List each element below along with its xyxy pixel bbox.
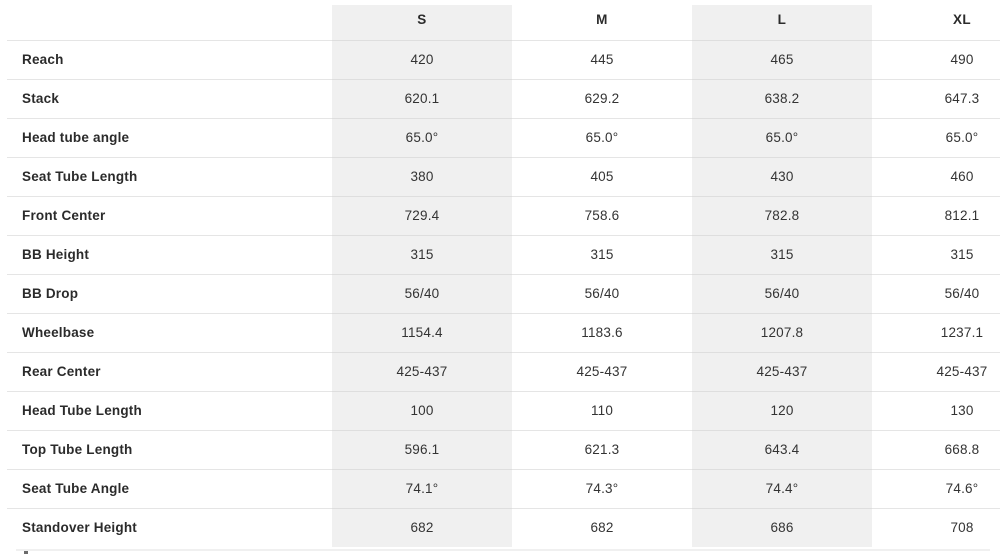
value-cell: 460 [872,157,1000,196]
value-cell: 620.1 [332,79,512,118]
value-cell: 130 [872,391,1000,430]
row-label: Stack [7,79,332,118]
value-cell: 782.8 [692,196,872,235]
row-label: Head Tube Length [7,391,332,430]
value-cell: 668.8 [872,430,1000,469]
row-label: BB Height [7,235,332,274]
value-cell: 682 [332,508,512,547]
value-cell: 380 [332,157,512,196]
value-cell: 729.4 [332,196,512,235]
value-cell: 621.3 [512,430,692,469]
table-row [7,352,1000,391]
value-cell: 420 [332,40,512,79]
column-header-l: L [692,0,872,40]
value-cell: 100 [332,391,512,430]
value-cell: 686 [692,508,872,547]
row-label: Rear Center [7,352,332,391]
table-body [7,40,1000,547]
value-cell: 1183.6 [512,313,692,352]
value-cell: 315 [332,235,512,274]
value-cell: 638.2 [692,79,872,118]
value-cell: 708 [872,508,1000,547]
table-row [7,40,1000,79]
column-header-m: M [596,12,608,28]
value-cell: 65.0° [332,118,512,157]
table-row [7,430,1000,469]
column-header-xl: XL [952,12,972,28]
row-label: Front Center [7,196,332,235]
value-cell: 74.1° [332,469,512,508]
value-cell: 405 [512,157,692,196]
value-cell: 315 [692,235,872,274]
row-label: Seat Tube Angle [7,469,332,508]
row-label: Seat Tube Length [7,157,332,196]
table-row [7,508,1000,547]
table-row [7,235,1000,274]
value-cell: 315 [872,235,1000,274]
value-cell: 425-437 [512,352,692,391]
value-cell: 65.0° [872,118,1000,157]
below-table-divider [16,549,990,551]
value-cell: 1154.4 [332,313,512,352]
value-cell: 1207.8 [692,313,872,352]
value-cell: 56/40 [332,274,512,313]
table-row [7,79,1000,118]
value-cell: 56/40 [512,274,692,313]
value-cell: 445 [512,40,692,79]
value-cell: 629.2 [512,79,692,118]
table-row [7,274,1000,313]
column-header-s: S [332,0,512,40]
value-cell: 65.0° [692,118,872,157]
value-cell: 430 [692,157,872,196]
header-row [7,0,1000,40]
corner-cell [7,0,332,40]
value-cell: 758.6 [512,196,692,235]
value-cell: 1237.1 [872,313,1000,352]
value-cell: 56/40 [872,274,1000,313]
row-label: BB Drop [7,274,332,313]
value-cell: 425-437 [332,352,512,391]
value-cell: 596.1 [332,430,512,469]
row-label: Standover Height [7,508,332,547]
geometry-table [7,0,1000,547]
value-cell: 74.6° [872,469,1000,508]
value-cell: 65.0° [512,118,692,157]
value-cell: 490 [872,40,1000,79]
table-row [7,313,1000,352]
value-cell: 74.3° [512,469,692,508]
row-label: Head tube angle [7,118,332,157]
value-cell: 120 [692,391,872,430]
table-row [7,469,1000,508]
value-cell: 465 [692,40,872,79]
table-row [7,391,1000,430]
value-cell: 682 [512,508,692,547]
row-label: Top Tube Length [7,430,332,469]
table-row [7,157,1000,196]
value-cell: 315 [512,235,692,274]
value-cell: 56/40 [692,274,872,313]
value-cell: 812.1 [872,196,1000,235]
table-row [7,118,1000,157]
value-cell: 74.4° [692,469,872,508]
value-cell: 647.3 [872,79,1000,118]
value-cell: 425-437 [872,352,1000,391]
value-cell: 643.4 [692,430,872,469]
row-label: Wheelbase [7,313,332,352]
table-row [7,196,1000,235]
row-label: Reach [7,40,332,79]
value-cell: 425-437 [692,352,872,391]
value-cell: 110 [512,391,692,430]
